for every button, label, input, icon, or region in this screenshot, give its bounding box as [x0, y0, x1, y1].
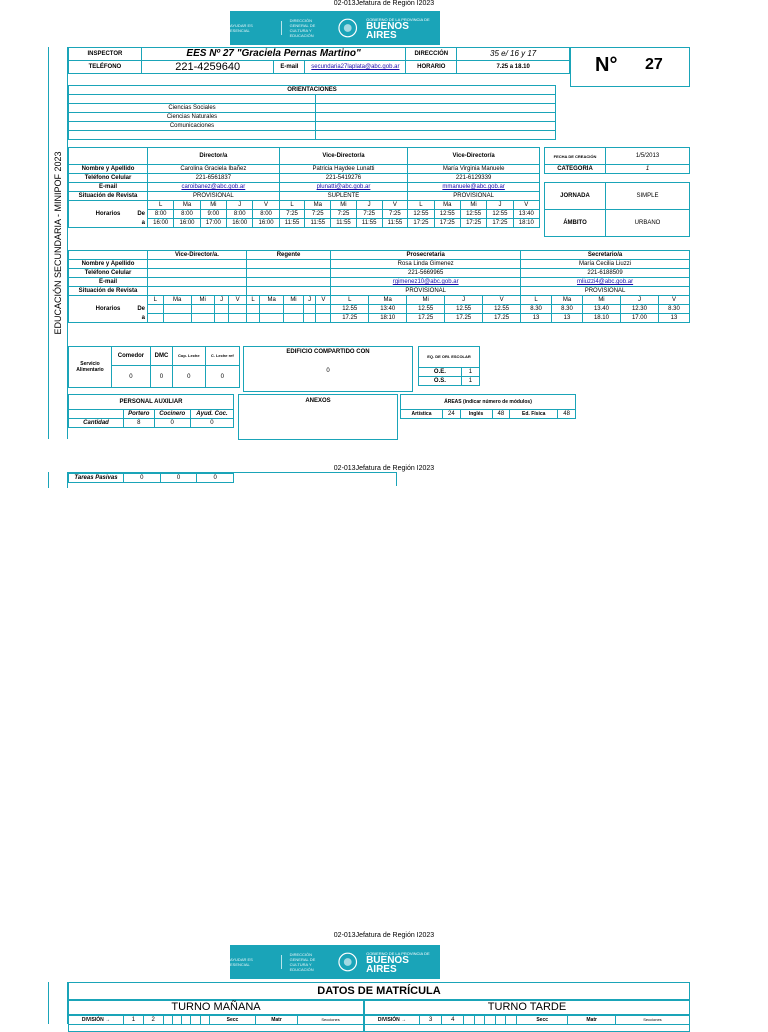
province-shield-icon	[337, 17, 358, 39]
side-info-table	[544, 147, 690, 237]
tareas-value: 0	[197, 474, 234, 483]
email-label: E-mail	[274, 61, 305, 74]
banner-gov-small: GOBIERNO DE LA PROVINCIA DE	[366, 950, 430, 956]
telefono-label: TELÉFONO	[69, 61, 142, 74]
orientaciones-table	[68, 85, 556, 140]
time-cell	[303, 305, 316, 314]
header-vice-3: Vice-Director/a.	[148, 251, 247, 260]
day-header: L	[521, 296, 552, 305]
person-status: PROVISIONAL	[408, 192, 540, 201]
day-header: Ma	[305, 201, 331, 210]
person-status: PROVISIONAL	[148, 192, 280, 201]
orientacion-item: Ciencias Sociales	[69, 104, 316, 113]
day-header: Ma	[552, 296, 583, 305]
time-cell	[191, 314, 214, 323]
cantidad-value: 8	[124, 419, 155, 428]
time-cell	[163, 314, 191, 323]
time-cell	[246, 305, 259, 314]
email-link[interactable]: secundaria27laplata@abc.gob.ar	[305, 61, 406, 74]
time-cell: 8:00	[253, 210, 279, 219]
division-label: DIVISIÓN →	[69, 1016, 124, 1025]
personal-title: PERSONAL AUXILIAR	[69, 395, 234, 410]
person-name	[246, 260, 330, 269]
categoria-label: CATEGORÍA	[545, 165, 606, 174]
time-cell: 12.55	[445, 305, 483, 314]
time-cell: 16:00	[174, 219, 200, 228]
person-email-link[interactable]: mliuzzi4@abc.gob.ar	[521, 278, 690, 287]
time-cell: 7:25	[356, 210, 382, 219]
turno-manana-box	[68, 1000, 364, 1032]
time-cell: 17.25	[483, 314, 521, 323]
row-label-horarios	[69, 201, 148, 228]
header-prosecretaria: Prosecretaria	[331, 251, 521, 260]
day-header: V	[316, 296, 331, 305]
time-cell	[303, 314, 316, 323]
time-cell: 12:55	[460, 210, 486, 219]
a-label: a	[141, 315, 145, 321]
vertical-strip-page2	[48, 982, 68, 1024]
header-vice-1: Vice-Director/a	[279, 148, 408, 165]
area-label: Artística	[401, 410, 443, 419]
banner	[230, 11, 440, 45]
anexos-title: ANEXOS	[305, 398, 331, 404]
person-phone	[148, 269, 247, 278]
time-cell: 11:55	[356, 219, 382, 228]
day-header: Ma	[163, 296, 191, 305]
person-status	[246, 287, 330, 296]
day-header: J	[356, 201, 382, 210]
time-cell: 17.00	[620, 314, 658, 323]
banner-gov-main: BUENOS AIRES	[366, 954, 409, 975]
banner-dg-text: DIRECCIÓN GENERAL DE CULTURA Y EDUCACIÓN	[289, 952, 316, 972]
de-label: De	[137, 211, 145, 217]
staff-table-2	[68, 250, 690, 323]
tareas-value: 0	[160, 474, 197, 483]
de-label: De	[137, 306, 145, 312]
day-header: Mi	[583, 296, 621, 305]
person-status: PROVISIONAL	[521, 287, 690, 296]
jornada-label: JORNADA	[545, 183, 606, 210]
time-cell: 13.40	[583, 305, 621, 314]
turno-tarde-title: TURNO TARDE	[365, 1001, 689, 1015]
person-email-link[interactable]	[246, 278, 330, 287]
time-cell	[214, 314, 229, 323]
numero-label: N°	[595, 54, 618, 76]
orientacion-item: Comunicaciones	[69, 122, 316, 131]
day-header: J	[487, 201, 513, 210]
header-secretario: Secretario/a	[521, 251, 690, 260]
time-cell: 12.30	[620, 305, 658, 314]
area-value: 48	[492, 410, 510, 419]
turno-tarde-box	[364, 1000, 690, 1032]
tareas-label: Tareas Pasivas	[69, 474, 124, 483]
time-cell: 12.55	[483, 305, 521, 314]
fecha-label: FECHA DE CREACIÓN	[545, 148, 606, 165]
servicio-label: Servicio Alimentario	[69, 347, 112, 388]
person-email-link[interactable]: plunatti@abc.gob.ar	[279, 183, 408, 192]
eq-label: O.S.	[419, 377, 462, 386]
anexos-box	[238, 394, 398, 440]
row-label-status: Situación de Revista	[69, 287, 148, 296]
time-cell: 13	[521, 314, 552, 323]
time-cell: 17.25	[331, 314, 369, 323]
day-header: Ma	[260, 296, 284, 305]
page-header: 02-013Jefatura de Región I2023	[333, 0, 435, 7]
secciones-label: Secciones	[298, 1016, 363, 1025]
time-cell: 18:10	[369, 314, 407, 323]
day-header: L	[148, 201, 174, 210]
person-name: María Cecilia Liuzzi	[521, 260, 690, 269]
day-header: V	[483, 296, 521, 305]
matricula-title: DATOS DE MATRÍCULA	[317, 985, 441, 997]
school-info-table	[68, 47, 570, 74]
time-cell	[316, 305, 331, 314]
person-status: PROVISIONAL	[331, 287, 521, 296]
time-cell: 8:00	[148, 210, 174, 219]
area-value: 48	[558, 410, 576, 419]
time-cell: 8.30	[658, 305, 689, 314]
person-name: Patricia Haydee Lunatti	[279, 165, 408, 174]
banner-dg-text: DIRECCIÓN GENERAL DE CULTURA Y EDUCACIÓN	[289, 18, 316, 38]
person-email-link[interactable]: caroibanez@abc.gob.ar	[148, 183, 280, 192]
time-cell	[163, 305, 191, 314]
continuation-right-line	[396, 472, 397, 486]
areas-table	[400, 394, 576, 419]
time-cell: 13	[658, 314, 689, 323]
page2-header: 02-013Jefatura de Región I2023	[333, 932, 435, 939]
time-cell: 7:25	[382, 210, 408, 219]
row-label-phone: Teléfono Celular	[69, 269, 148, 278]
division-label: DIVISIÓN →	[365, 1016, 420, 1025]
banner-left-text: AYUDAR ES ESENCIAL	[230, 957, 253, 967]
secc-label: Secc	[516, 1016, 567, 1025]
time-cell: 12:55	[487, 210, 513, 219]
day-header: Mi	[191, 296, 214, 305]
time-cell: 16:00	[227, 219, 253, 228]
staff-table-1	[68, 147, 540, 228]
time-cell: 18:10	[513, 219, 539, 228]
edificio-title: EDIFICIO COMPARTIDO CON	[286, 349, 370, 355]
ambito-value: URBANO	[606, 210, 690, 237]
person-email-link[interactable]: mmanuele@abc.gob.ar	[408, 183, 540, 192]
day-header: J	[620, 296, 658, 305]
day-header: V	[658, 296, 689, 305]
person-phone: 221-5669965	[331, 269, 521, 278]
row-label-phone: Teléfono Celular	[69, 174, 148, 183]
horario-value: 7.25 a 18.10	[457, 61, 570, 74]
servicio-header: Comedor	[112, 347, 151, 366]
day-header: Ma	[369, 296, 407, 305]
time-cell	[229, 305, 246, 314]
telefono-value: 221-4259640	[141, 61, 274, 74]
horarios-label: Horarios	[95, 306, 121, 312]
personal-table	[68, 394, 234, 428]
person-phone: 221-6129339	[408, 174, 540, 183]
personal-header: Ayud. Coc.	[190, 410, 233, 419]
person-email-link[interactable]: rgimenez10@abc.gob.ar	[331, 278, 521, 287]
division-cell: 4	[442, 1016, 464, 1025]
time-cell: 9:00	[200, 210, 226, 219]
time-cell: 7:25	[331, 210, 357, 219]
day-header: Mi	[200, 201, 226, 210]
day-header: V	[513, 201, 539, 210]
time-cell: 17:25	[487, 219, 513, 228]
inspector-label: INSPECTOR	[69, 48, 142, 61]
time-cell: 11:55	[305, 219, 331, 228]
person-name: Carolina Graciela Ibañez	[148, 165, 280, 174]
header-director: Director/a	[148, 148, 280, 165]
vertical-strip-continuation	[48, 472, 68, 488]
time-cell: 8:00	[174, 210, 200, 219]
vertical-label: EDUCACIÓN SECUNDARIA - MINIPOF 2023	[53, 151, 63, 335]
person-status	[148, 287, 247, 296]
time-cell: 18.10	[583, 314, 621, 323]
time-cell: 12.55	[407, 305, 445, 314]
province-shield-icon	[337, 951, 358, 973]
direccion-value: 35 e/ 16 y 17	[457, 48, 570, 61]
day-header: V	[229, 296, 246, 305]
day-header: L	[148, 296, 164, 305]
servicio-value: 0	[205, 366, 239, 388]
time-cell: 17:00	[200, 219, 226, 228]
banner-gov-main: BUENOS AIRES	[366, 20, 409, 41]
time-cell: 17:25	[408, 219, 434, 228]
day-header: J	[445, 296, 483, 305]
orientaciones-title: ORIENTACIONES	[69, 86, 556, 95]
time-cell	[214, 305, 229, 314]
day-header: Mi	[407, 296, 445, 305]
time-cell	[284, 305, 304, 314]
row-label-horarios	[69, 296, 148, 323]
matr-label: Matr	[568, 1016, 616, 1025]
personal-header: Portero	[124, 410, 155, 419]
jornada-value: SIMPLE	[606, 183, 690, 210]
edificio-value: 0	[326, 368, 330, 374]
day-header: Mi	[460, 201, 486, 210]
banner-separator	[281, 21, 282, 35]
direccion-label: DIRECCIÓN	[406, 48, 457, 61]
areas-title: ÁREAS (indicar número de módulos)	[401, 395, 576, 410]
servicio-value: 0	[112, 366, 151, 388]
time-cell: 13:40	[513, 210, 539, 219]
horarios-label: Horarios	[95, 211, 121, 217]
time-cell: 12:55	[408, 210, 434, 219]
day-header: Mi	[284, 296, 304, 305]
time-cell: 7:25	[305, 210, 331, 219]
ambito-label: ÁMBITO	[545, 210, 606, 237]
day-header: J	[214, 296, 229, 305]
time-cell	[260, 305, 284, 314]
time-cell	[284, 314, 304, 323]
secciones-label: Secciones	[615, 1016, 689, 1025]
division-cell: 3	[420, 1016, 442, 1025]
header-vice-2: Vice-Director/a	[408, 148, 540, 165]
categoria-value: 1	[606, 165, 690, 174]
day-header: L	[279, 201, 305, 210]
banner-left-text: AYUDAR ES ESENCIAL	[230, 23, 253, 33]
row-label-status: Situación de Revista	[69, 192, 148, 201]
day-header: V	[382, 201, 408, 210]
person-name	[148, 260, 247, 269]
servicio-table	[68, 346, 240, 388]
person-status: SUPLENTE	[279, 192, 408, 201]
tareas-value: 0	[124, 474, 161, 483]
edificio-box	[243, 346, 413, 392]
day-header: Ma	[434, 201, 460, 210]
turno-manana-title: TURNO MAÑANA	[69, 1001, 363, 1015]
secc-label: Secc	[210, 1016, 256, 1025]
day-header: L	[331, 296, 369, 305]
horario-label: HORARIO	[406, 61, 457, 74]
day-header: L	[246, 296, 259, 305]
time-cell	[148, 305, 164, 314]
time-cell: 17.25	[445, 314, 483, 323]
eq-title: EQ. DE ORI. ESCOLAR	[419, 347, 480, 368]
day-header: Ma	[174, 201, 200, 210]
vertical-label-strip	[48, 47, 68, 439]
day-header: Mi	[331, 201, 357, 210]
time-cell	[316, 314, 331, 323]
numero-value: 27	[645, 56, 663, 73]
day-header: V	[253, 201, 279, 210]
time-cell	[229, 314, 246, 323]
servicio-header: DMC	[150, 347, 172, 366]
banner-page2	[230, 945, 440, 979]
time-cell	[148, 314, 164, 323]
time-cell	[260, 314, 284, 323]
servicio-value: 0	[150, 366, 172, 388]
matr-label: Matr	[255, 1016, 297, 1025]
person-phone: 221-6188509	[521, 269, 690, 278]
time-cell	[246, 314, 259, 323]
page-header-repeat: 02-013Jefatura de Región I2023	[333, 465, 435, 472]
cantidad-value: 0	[190, 419, 233, 428]
row-label-name: Nombre y Apellido	[69, 260, 148, 269]
person-email-link[interactable]	[148, 278, 247, 287]
servicio-header: C. Leche ref	[205, 347, 239, 366]
time-cell: 12:55	[434, 210, 460, 219]
eq-table	[418, 346, 480, 386]
servicio-value: 0	[173, 366, 206, 388]
banner-separator	[281, 955, 282, 969]
time-cell: 17:25	[434, 219, 460, 228]
time-cell: 16:00	[253, 219, 279, 228]
eq-value: 1	[461, 368, 479, 377]
person-name: María Virginia Manuele	[408, 165, 540, 174]
division-cell: 2	[143, 1016, 163, 1025]
time-cell: 12.55	[331, 305, 369, 314]
tareas-table	[68, 473, 234, 483]
person-name: Rosa Linda Gimenez	[331, 260, 521, 269]
area-value: 24	[443, 410, 461, 419]
time-cell: 11:55	[331, 219, 357, 228]
area-label: Inglés	[460, 410, 492, 419]
row-label-name: Nombre y Apellido	[69, 165, 148, 174]
row-label-email: E-mail	[69, 183, 148, 192]
time-cell	[191, 305, 214, 314]
time-cell: 7:25	[279, 210, 305, 219]
eq-value: 1	[461, 377, 479, 386]
fecha-value: 1/5/2013	[606, 148, 690, 165]
time-cell: 8:00	[227, 210, 253, 219]
person-phone	[246, 269, 330, 278]
servicio-header: Cop. Leche	[173, 347, 206, 366]
person-phone: 221-5419276	[279, 174, 408, 183]
time-cell: 11:55	[382, 219, 408, 228]
banner-gov	[366, 951, 440, 974]
time-cell: 13	[552, 314, 583, 323]
division-cell: 1	[124, 1016, 144, 1025]
time-cell: 8.30	[552, 305, 583, 314]
row-label-email: E-mail	[69, 278, 148, 287]
time-cell: 8.30	[521, 305, 552, 314]
orientacion-item: Ciencias Naturales	[69, 113, 316, 122]
cantidad-value: 0	[154, 419, 190, 428]
time-cell: 11:55	[279, 219, 305, 228]
numero-box	[570, 47, 690, 87]
area-label: Ed. Física	[510, 410, 558, 419]
banner-gov-small: GOBIERNO DE LA PROVINCIA DE	[366, 16, 430, 22]
cantidad-label: Cantidad	[69, 419, 124, 428]
banner-gov	[366, 17, 440, 40]
matricula-title-box	[68, 982, 690, 1000]
day-header: J	[227, 201, 253, 210]
person-phone: 221-6561837	[148, 174, 280, 183]
day-header: L	[408, 201, 434, 210]
time-cell: 13:40	[369, 305, 407, 314]
a-label: a	[141, 220, 145, 226]
time-cell: 16:00	[148, 219, 174, 228]
time-cell: 17:25	[460, 219, 486, 228]
school-name: EES Nº 27 "Graciela Pernas Martino"	[141, 48, 406, 61]
personal-header: Cocinero	[154, 410, 190, 419]
time-cell: 17.25	[407, 314, 445, 323]
header-regente: Regente	[246, 251, 330, 260]
day-header: J	[303, 296, 316, 305]
eq-label: O.E.	[419, 368, 462, 377]
